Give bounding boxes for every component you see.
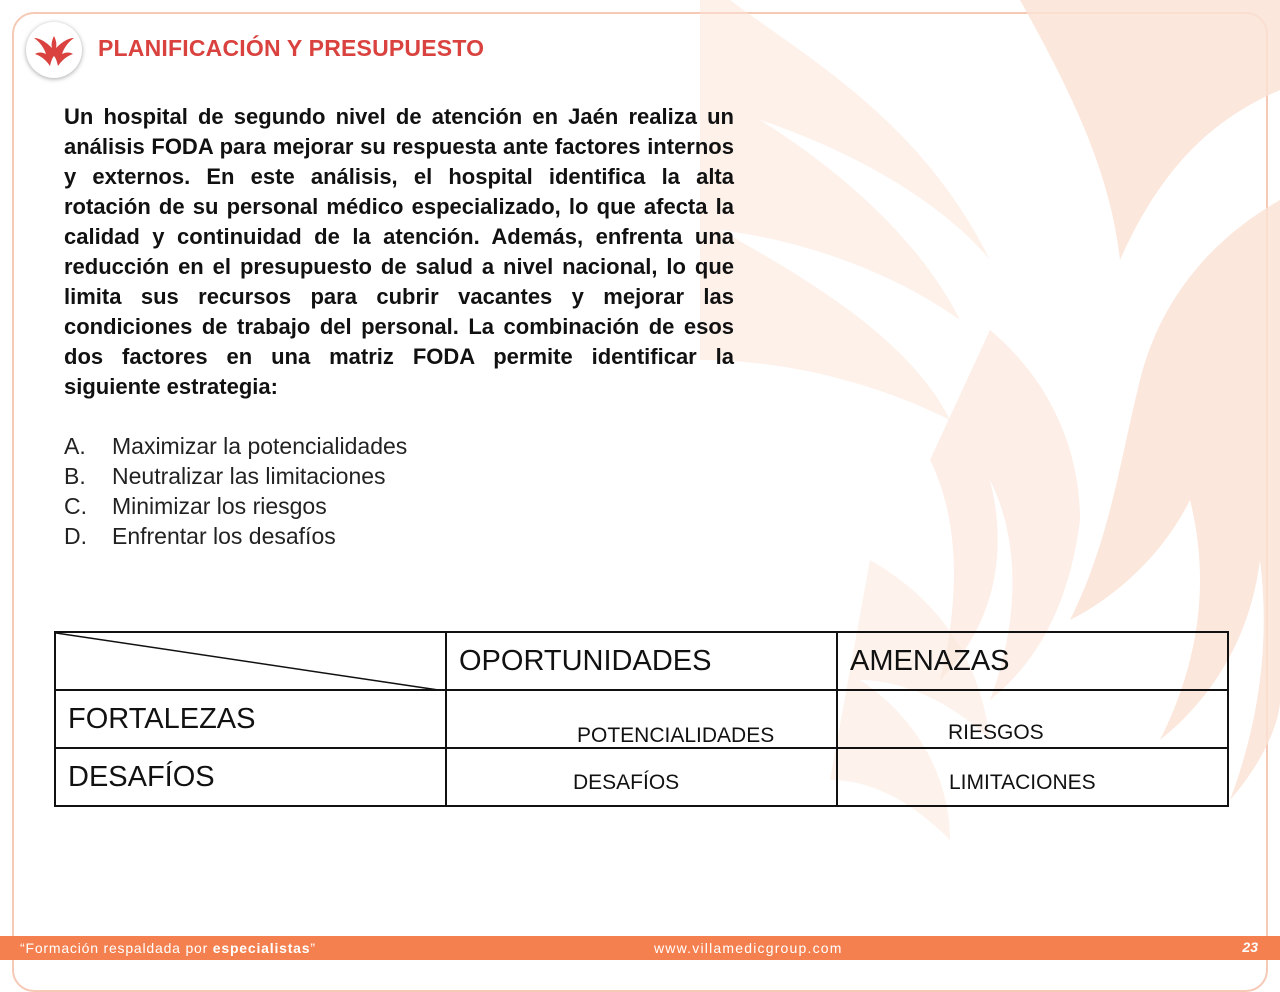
option-a[interactable] — [64, 431, 744, 461]
option-letter: B. — [64, 463, 86, 489]
option-b[interactable] — [64, 461, 744, 491]
cell-label: POTENCIALIDADES — [577, 724, 775, 747]
option-text: Enfrentar los desafíos — [112, 523, 336, 549]
footer-slogan — [20, 940, 316, 956]
option-text: Neutralizar las limitaciones — [112, 463, 386, 489]
option-text: Minimizar los riesgos — [112, 493, 327, 519]
matrix-cell — [837, 690, 1228, 748]
footer-bar — [0, 936, 1280, 960]
cell-label: RIESGOS — [948, 721, 1044, 744]
col-header-label: OPORTUNIDADES — [459, 645, 712, 677]
matrix-header-row — [55, 632, 1228, 690]
cell-label: DESAFÍOS — [573, 771, 680, 794]
matrix-col-header-amenazas — [837, 632, 1228, 690]
slogan-start: “Formación respaldada por — [20, 940, 213, 956]
row-header-label: DESAFÍOS — [68, 761, 215, 793]
option-d[interactable] — [64, 521, 744, 551]
footer-url[interactable]: www.villamedicgroup.com — [654, 940, 843, 956]
page-number: 23 — [1242, 939, 1258, 955]
row-header-label: FORTALEZAS — [68, 703, 256, 735]
matrix-cell — [446, 748, 837, 806]
matrix-cell — [446, 690, 837, 748]
phoenix-logo-icon — [26, 22, 82, 78]
matrix-corner-cell — [55, 632, 446, 690]
matrix-row-desafios — [55, 748, 1228, 806]
matrix-row-header — [55, 748, 446, 806]
col-header-label: AMENAZAS — [850, 645, 1010, 677]
matrix-col-header-oportunidades — [446, 632, 837, 690]
slogan-end: ” — [310, 940, 316, 956]
option-letter: C. — [64, 493, 87, 519]
option-text: Maximizar la potencialidades — [112, 433, 408, 459]
slogan-bold: especialistas — [212, 940, 311, 956]
option-letter: D. — [64, 523, 87, 549]
question-text: Un hospital de segundo nivel de atención en Jaén realiza un análisis FODA para mejorar su respuesta ante factores internos y externos. En este análisis, el hospital identifica la alta rotación de su personal médico especializado, lo que afecta la calidad y continuidad de la atención. Además, enfrenta una reducción en el presupuesto de salud a nivel nacional, lo que limita sus recursos para cubrir vacantes y mejorar las condiciones de trabajo del personal. La combinación de esos dos factores en una matriz FODA permite identificar la siguiente estrategia: — [64, 104, 734, 399]
page-title: PLANIFICACIÓN Y PRESUPUESTO — [98, 35, 485, 61]
matrix-cell — [837, 748, 1228, 806]
answer-options — [64, 431, 744, 551]
option-c[interactable] — [64, 491, 744, 521]
diagonal-line — [56, 633, 445, 689]
matrix-row-fortalezas — [55, 690, 1228, 748]
cell-label: LIMITACIONES — [949, 771, 1096, 794]
matrix-row-header — [55, 690, 446, 748]
foda-matrix — [54, 631, 1229, 807]
option-letter: A. — [64, 433, 86, 459]
